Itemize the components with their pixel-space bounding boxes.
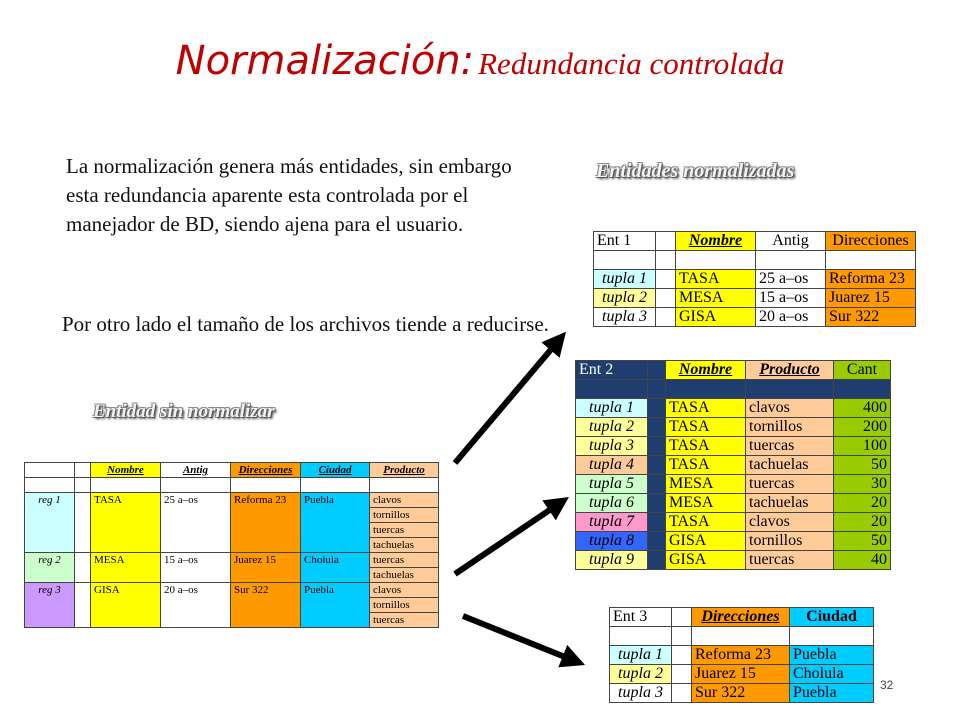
cell-producto: clavos [370, 493, 439, 508]
header-direcciones: Direcciones [231, 463, 301, 478]
row-label: tupla 3 [610, 684, 672, 703]
cell-ciudad: Puebla [790, 684, 874, 703]
cell-cant: 100 [834, 437, 891, 456]
cell-producto: tornillos [370, 508, 439, 523]
header-direcciones: Direcciones [692, 608, 790, 627]
cell-producto: tornillos [746, 418, 834, 437]
cell-nombre: GISA [676, 308, 756, 327]
cell-producto: tuercas [746, 437, 834, 456]
header-direcciones: Direcciones [826, 232, 916, 251]
header-antig: Antig [756, 232, 826, 251]
header-nombre: Nombre [666, 361, 746, 380]
row-label: tupla 1 [610, 646, 672, 665]
row-label: tupla 2 [594, 289, 656, 308]
cell-cant: 400 [834, 399, 891, 418]
table-name: Ent 2 [576, 361, 648, 380]
cell-nombre: TASA [666, 399, 746, 418]
row-label: tupla 3 [576, 437, 648, 456]
cell-direccion: Sur 322 [692, 684, 790, 703]
intro-paragraph: La normalización genera más entidades, sin embargo esta redundancia aparente esta controlada por el manejador de BD, siendo ajena para el usuario. [66, 154, 512, 236]
cell-ciudad: Cholula [790, 665, 874, 684]
cell-producto: tachuelas [746, 494, 834, 513]
row-label: reg 3 [25, 583, 75, 628]
cell-producto: clavos [746, 513, 834, 532]
cell-cant: 20 [834, 494, 891, 513]
row-label: reg 2 [25, 553, 75, 583]
row-label: tupla 6 [576, 494, 648, 513]
cell-direccion: Juarez 15 [692, 665, 790, 684]
cell-nombre: MESA [666, 475, 746, 494]
cell-producto: tuercas [370, 523, 439, 538]
cell-producto: tuercas [370, 613, 439, 628]
cell-ciudad: Puebla [790, 646, 874, 665]
cell-producto: tuercas [746, 551, 834, 570]
cell-nombre: GISA [666, 551, 746, 570]
header-ciudad: Ciudad [301, 463, 370, 478]
cell-cant: 50 [834, 532, 891, 551]
row-label: tupla 2 [610, 665, 672, 684]
cell-antig: 20 a–os [756, 308, 826, 327]
cell-nombre: GISA [666, 532, 746, 551]
header-nombre: Nombre [91, 463, 161, 478]
cell-nombre: TASA [666, 437, 746, 456]
arrow-to-ent1 [455, 340, 559, 463]
cell-direccion: Sur 322 [231, 583, 301, 628]
table-name: Ent 3 [610, 608, 672, 627]
cell-antig: 20 a–os [161, 583, 231, 628]
cell-nombre: GISA [91, 583, 161, 628]
cell-ciudad: Cholula [301, 553, 370, 583]
cell-direccion: Sur 322 [826, 308, 916, 327]
cell-direccion: Reforma 23 [826, 270, 916, 289]
cell-nombre: TASA [666, 456, 746, 475]
title-sub: Redundancia controlada [478, 46, 785, 81]
cell-cant: 50 [834, 456, 891, 475]
row-label: tupla 7 [576, 513, 648, 532]
cell-nombre: TASA [676, 270, 756, 289]
header-antig: Antig [161, 463, 231, 478]
row-label: reg 1 [25, 493, 75, 553]
arrow-to-ent3 [463, 616, 575, 661]
cell-producto: clavos [370, 583, 439, 598]
unnormalized-heading: Entidad sin normalizar [93, 401, 275, 422]
cell-nombre: TASA [666, 513, 746, 532]
cell-nombre: TASA [666, 418, 746, 437]
cell-producto: tuercas [746, 475, 834, 494]
page-number: 32 [880, 678, 894, 692]
cell-nombre: MESA [676, 289, 756, 308]
cell-direccion: Reforma 23 [231, 493, 301, 553]
header-producto: Producto [746, 361, 834, 380]
cell-producto: tachuelas [370, 538, 439, 553]
cell-producto: tornillos [746, 532, 834, 551]
header-cant: Cant [834, 361, 891, 380]
row-label: tupla 5 [576, 475, 648, 494]
cell-producto: tornillos [370, 598, 439, 613]
cell-nombre: MESA [666, 494, 746, 513]
cell-direccion: Juarez 15 [826, 289, 916, 308]
cell-antig: 15 a–os [756, 289, 826, 308]
header-producto: Producto [370, 463, 439, 478]
size-paragraph: Por otro lado el tamaño de los archivos tiende a reducirse. [62, 312, 549, 336]
cell-producto: tuercas [370, 553, 439, 568]
cell-direccion: Reforma 23 [692, 646, 790, 665]
header-nombre: Nombre [676, 232, 756, 251]
cell-antig: 15 a–os [161, 553, 231, 583]
normalized-heading: Entidades normalizadas [596, 160, 795, 182]
title-main: Normalización: [175, 38, 475, 84]
row-label: tupla 9 [576, 551, 648, 570]
row-label: tupla 4 [576, 456, 648, 475]
row-label: tupla 3 [594, 308, 656, 327]
row-label: tupla 1 [594, 270, 656, 289]
row-label: tupla 1 [576, 399, 648, 418]
arrow-to-ent2 [455, 503, 560, 574]
cell-nombre: MESA [91, 553, 161, 583]
cell-producto: clavos [746, 399, 834, 418]
cell-producto: tachuelas [370, 568, 439, 583]
cell-ciudad: Puebla [301, 583, 370, 628]
table-name: Ent 1 [594, 232, 656, 251]
cell-antig: 25 a–os [756, 270, 826, 289]
cell-cant: 40 [834, 551, 891, 570]
cell-cant: 20 [834, 513, 891, 532]
cell-cant: 200 [834, 418, 891, 437]
cell-ciudad: Puebla [301, 493, 370, 553]
header-ciudad: Ciudad [790, 608, 874, 627]
row-label: tupla 8 [576, 532, 648, 551]
cell-cant: 30 [834, 475, 891, 494]
cell-nombre: TASA [91, 493, 161, 553]
row-label: tupla 2 [576, 418, 648, 437]
cell-antig: 25 a–os [161, 493, 231, 553]
cell-direccion: Juarez 15 [231, 553, 301, 583]
cell-producto: tachuelas [746, 456, 834, 475]
